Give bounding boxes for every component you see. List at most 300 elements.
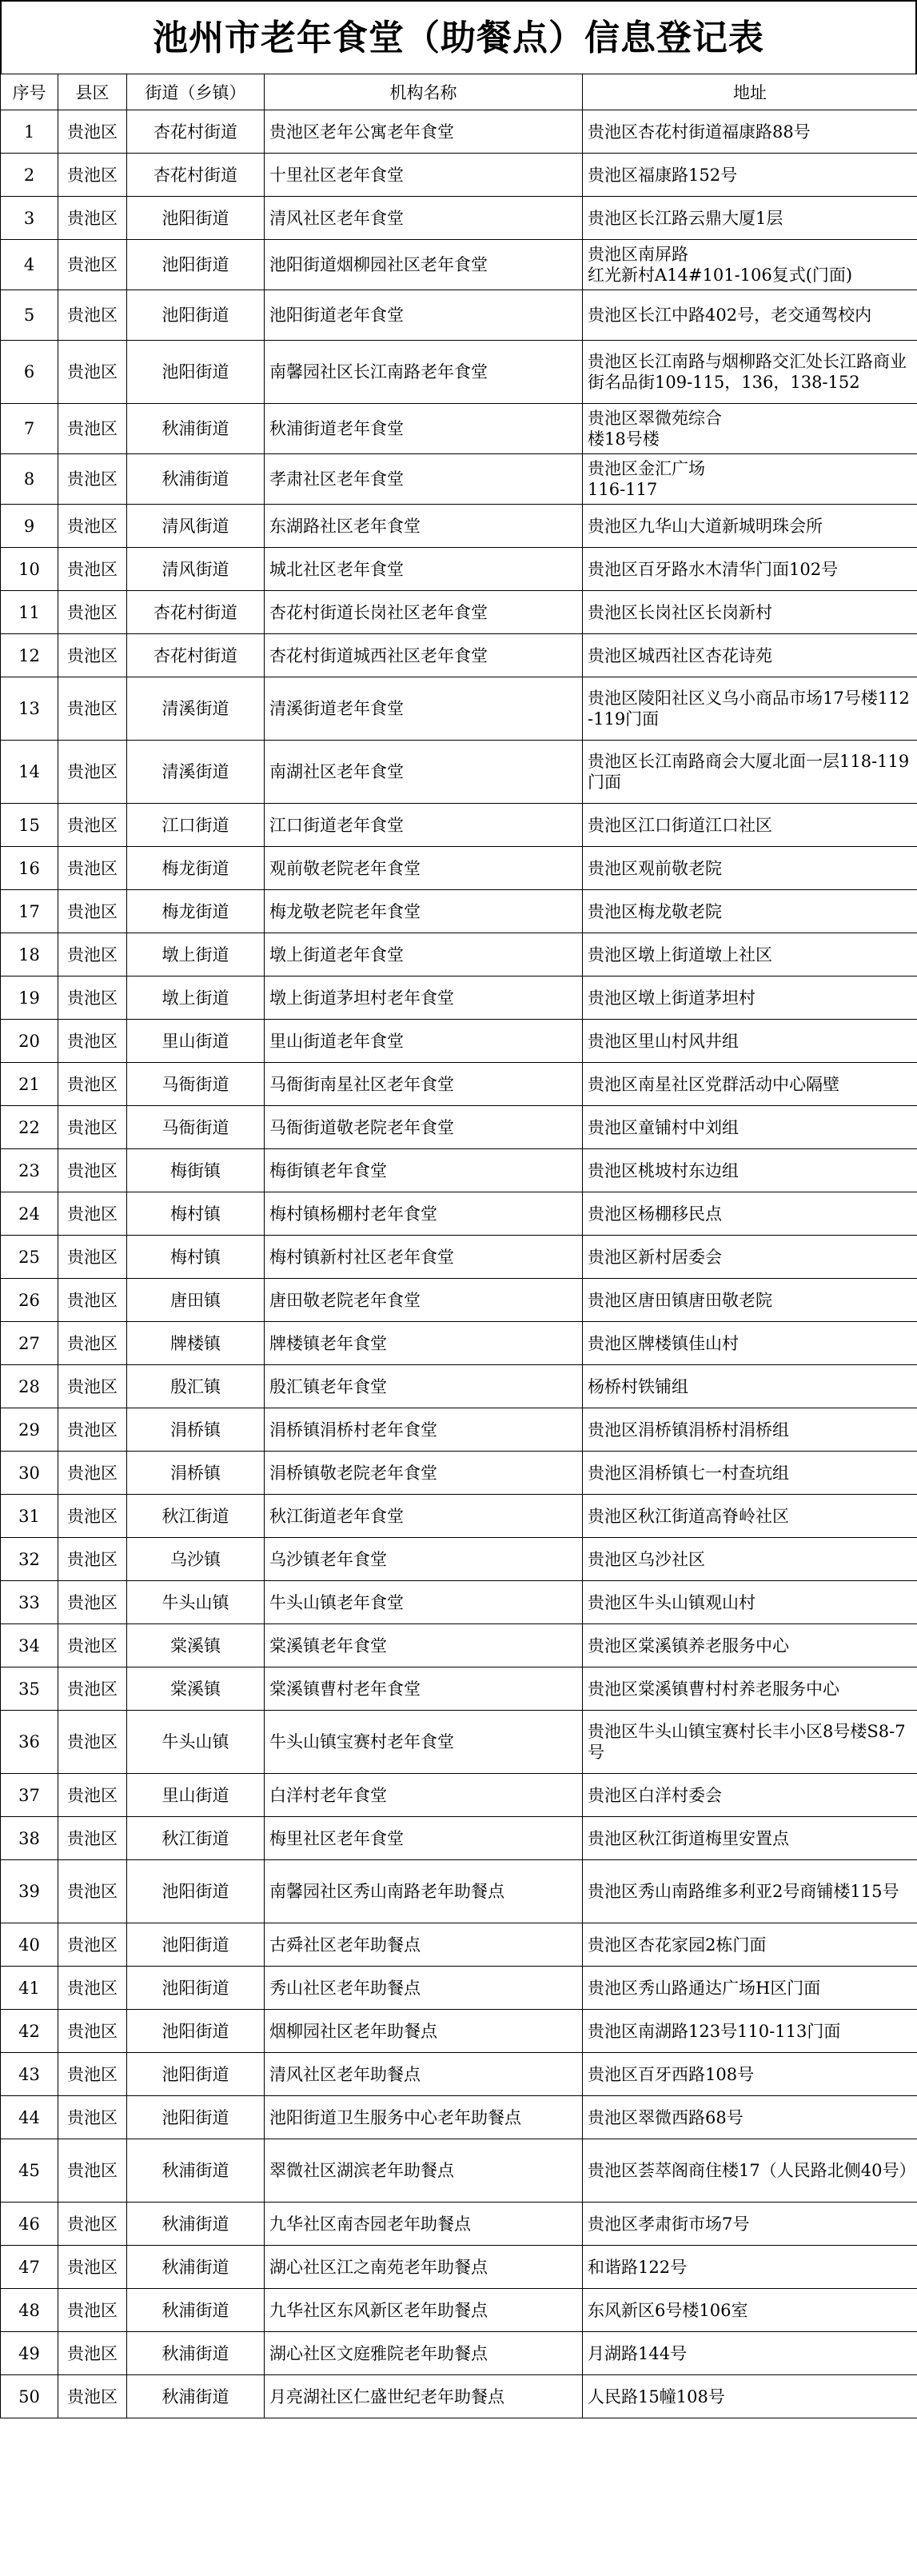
cell-no: 9 bbox=[1, 505, 58, 548]
cell-name: 涓桥镇敬老院老年食堂 bbox=[265, 1452, 583, 1495]
cell-name: 梅街镇老年食堂 bbox=[265, 1149, 583, 1192]
cell-address: 贵池区翠微西路68号 bbox=[583, 2096, 917, 2139]
cell-name: 涓桥镇涓桥村老年食堂 bbox=[265, 1408, 583, 1452]
cell-county: 贵池区 bbox=[58, 976, 127, 1020]
cell-name: 南馨园社区秀山南路老年助餐点 bbox=[265, 1860, 583, 1923]
table-row bbox=[1, 1581, 917, 1624]
cell-name: 池阳街道卫生服务中心老年助餐点 bbox=[265, 2096, 583, 2139]
cell-county: 贵池区 bbox=[58, 2289, 127, 2332]
table-row bbox=[1, 341, 917, 404]
cell-no: 44 bbox=[1, 2096, 58, 2139]
cell-no: 32 bbox=[1, 1538, 58, 1581]
cell-address: 贵池区秀山路通达广场H区门面 bbox=[583, 1967, 917, 2010]
table-row bbox=[1, 454, 917, 505]
cell-no: 10 bbox=[1, 548, 58, 591]
page-title: 池州市老年食堂（助餐点）信息登记表 bbox=[0, 0, 917, 74]
cell-name: 十里社区老年食堂 bbox=[265, 154, 583, 197]
cell-address: 贵池区荟萃阁商住楼17（人民路北侧40号） bbox=[583, 2139, 917, 2203]
table-row bbox=[1, 1149, 917, 1192]
column-header-county: 县区 bbox=[58, 74, 127, 110]
table-row bbox=[1, 2289, 917, 2332]
cell-address: 贵池区长江南路与烟柳路交汇处长江路商业街名品街109-115，136，138-152 bbox=[583, 341, 917, 404]
table-row bbox=[1, 1408, 917, 1452]
cell-name: 湖心社区文庭雅院老年助餐点 bbox=[265, 2332, 583, 2375]
cell-no: 42 bbox=[1, 2010, 58, 2053]
cell-street: 池阳街道 bbox=[127, 341, 265, 404]
table-row bbox=[1, 933, 917, 976]
cell-no: 38 bbox=[1, 1817, 58, 1860]
cell-no: 37 bbox=[1, 1774, 58, 1817]
cell-address: 贵池区观前敬老院 bbox=[583, 847, 917, 890]
cell-street: 秋浦街道 bbox=[127, 2289, 265, 2332]
cell-county: 贵池区 bbox=[58, 110, 127, 154]
cell-county: 贵池区 bbox=[58, 548, 127, 591]
cell-address: 贵池区翠微苑综合 楼18号楼 bbox=[583, 404, 917, 454]
cell-county: 贵池区 bbox=[58, 1106, 127, 1149]
cell-no: 27 bbox=[1, 1322, 58, 1365]
cell-county: 贵池区 bbox=[58, 2053, 127, 2096]
cell-no: 43 bbox=[1, 2053, 58, 2096]
cell-street: 秋浦街道 bbox=[127, 2246, 265, 2289]
cell-street: 秋浦街道 bbox=[127, 404, 265, 454]
cell-name: 白洋村老年食堂 bbox=[265, 1774, 583, 1817]
cell-county: 贵池区 bbox=[58, 1063, 127, 1106]
cell-no: 22 bbox=[1, 1106, 58, 1149]
cell-no: 25 bbox=[1, 1236, 58, 1279]
cell-name: 古舜社区老年助餐点 bbox=[265, 1923, 583, 1967]
cell-county: 贵池区 bbox=[58, 1923, 127, 1967]
cell-county: 贵池区 bbox=[58, 1624, 127, 1667]
table-header bbox=[1, 74, 917, 110]
cell-no: 6 bbox=[1, 341, 58, 404]
table-row bbox=[1, 2203, 917, 2246]
cell-street: 池阳街道 bbox=[127, 240, 265, 290]
cell-address: 贵池区九华山大道新城明珠会所 bbox=[583, 505, 917, 548]
cell-address: 贵池区百牙路水木清华门面102号 bbox=[583, 548, 917, 591]
table-row bbox=[1, 976, 917, 1020]
table-row bbox=[1, 1860, 917, 1923]
cell-county: 贵池区 bbox=[58, 2246, 127, 2289]
table-row bbox=[1, 1452, 917, 1495]
cell-name: 清溪街道老年食堂 bbox=[265, 677, 583, 741]
cell-name: 九华社区南杏园老年助餐点 bbox=[265, 2203, 583, 2246]
column-header-street: 街道（乡镇） bbox=[127, 74, 265, 110]
cell-county: 贵池区 bbox=[58, 1149, 127, 1192]
cell-address: 贵池区陵阳社区义乌小商品市场17号楼112-119门面 bbox=[583, 677, 917, 741]
cell-no: 30 bbox=[1, 1452, 58, 1495]
cell-county: 贵池区 bbox=[58, 2332, 127, 2375]
cell-county: 贵池区 bbox=[58, 1538, 127, 1581]
cell-address: 东风新区6号楼106室 bbox=[583, 2289, 917, 2332]
cell-address: 贵池区新村居委会 bbox=[583, 1236, 917, 1279]
cell-name: 清风社区老年助餐点 bbox=[265, 2053, 583, 2096]
cell-street: 涓桥镇 bbox=[127, 1408, 265, 1452]
cell-name: 烟柳园社区老年助餐点 bbox=[265, 2010, 583, 2053]
table-row bbox=[1, 1020, 917, 1063]
cell-street: 墩上街道 bbox=[127, 976, 265, 1020]
cell-address: 贵池区南星社区党群活动中心隔壁 bbox=[583, 1063, 917, 1106]
cell-no: 7 bbox=[1, 404, 58, 454]
cell-county: 贵池区 bbox=[58, 741, 127, 804]
cell-address: 贵池区城西社区杏花诗苑 bbox=[583, 634, 917, 677]
registry-table bbox=[0, 74, 917, 2418]
table-row bbox=[1, 2053, 917, 2096]
cell-name: 墩上街道老年食堂 bbox=[265, 933, 583, 976]
cell-address: 贵池区秋江街道梅里安置点 bbox=[583, 1817, 917, 1860]
table-row bbox=[1, 2246, 917, 2289]
cell-no: 33 bbox=[1, 1581, 58, 1624]
cell-no: 29 bbox=[1, 1408, 58, 1452]
cell-name: 牌楼镇老年食堂 bbox=[265, 1322, 583, 1365]
cell-street: 杏花村街道 bbox=[127, 154, 265, 197]
cell-street: 秋浦街道 bbox=[127, 2139, 265, 2203]
cell-street: 梅村镇 bbox=[127, 1192, 265, 1236]
cell-address: 贵池区福康路152号 bbox=[583, 154, 917, 197]
table-row bbox=[1, 154, 917, 197]
cell-street: 里山街道 bbox=[127, 1020, 265, 1063]
cell-name: 墩上街道茅坦村老年食堂 bbox=[265, 976, 583, 1020]
table-row bbox=[1, 2096, 917, 2139]
cell-county: 贵池区 bbox=[58, 2203, 127, 2246]
table-row bbox=[1, 240, 917, 290]
cell-county: 贵池区 bbox=[58, 804, 127, 847]
cell-street: 秋浦街道 bbox=[127, 454, 265, 505]
cell-name: 江口街道老年食堂 bbox=[265, 804, 583, 847]
table-row bbox=[1, 505, 917, 548]
column-header-address: 地址 bbox=[583, 74, 917, 110]
cell-name: 南馨园社区长江南路老年食堂 bbox=[265, 341, 583, 404]
cell-name: 翠微社区湖滨老年助餐点 bbox=[265, 2139, 583, 2203]
cell-county: 贵池区 bbox=[58, 1667, 127, 1711]
cell-street: 池阳街道 bbox=[127, 1860, 265, 1923]
cell-county: 贵池区 bbox=[58, 505, 127, 548]
cell-name: 牛头山镇宝赛村老年食堂 bbox=[265, 1711, 583, 1774]
cell-name: 月亮湖社区仁盛世纪老年助餐点 bbox=[265, 2375, 583, 2418]
table-row bbox=[1, 677, 917, 741]
cell-county: 贵池区 bbox=[58, 290, 127, 341]
cell-name: 观前敬老院老年食堂 bbox=[265, 847, 583, 890]
cell-street: 清溪街道 bbox=[127, 741, 265, 804]
cell-county: 贵池区 bbox=[58, 1967, 127, 2010]
cell-address: 月湖路144号 bbox=[583, 2332, 917, 2375]
column-header-no: 序号 bbox=[1, 74, 58, 110]
cell-street: 梅龙街道 bbox=[127, 890, 265, 933]
cell-no: 50 bbox=[1, 2375, 58, 2418]
cell-county: 贵池区 bbox=[58, 1192, 127, 1236]
cell-no: 34 bbox=[1, 1624, 58, 1667]
cell-street: 墩上街道 bbox=[127, 933, 265, 976]
cell-street: 池阳街道 bbox=[127, 2096, 265, 2139]
table-row bbox=[1, 290, 917, 341]
cell-street: 棠溪镇 bbox=[127, 1667, 265, 1711]
cell-address: 贵池区杨棚移民点 bbox=[583, 1192, 917, 1236]
cell-street: 杏花村街道 bbox=[127, 591, 265, 634]
table-row bbox=[1, 404, 917, 454]
cell-county: 贵池区 bbox=[58, 1408, 127, 1452]
cell-address: 人民路15幢108号 bbox=[583, 2375, 917, 2418]
cell-address: 贵池区百牙西路108号 bbox=[583, 2053, 917, 2096]
cell-name: 池阳街道烟柳园社区老年食堂 bbox=[265, 240, 583, 290]
cell-no: 13 bbox=[1, 677, 58, 741]
table-row bbox=[1, 591, 917, 634]
cell-name: 池阳街道老年食堂 bbox=[265, 290, 583, 341]
cell-address: 贵池区长江路云鼎大厦1层 bbox=[583, 197, 917, 240]
table-row bbox=[1, 741, 917, 804]
cell-no: 12 bbox=[1, 634, 58, 677]
cell-county: 贵池区 bbox=[58, 2139, 127, 2203]
cell-address: 贵池区白洋村委会 bbox=[583, 1774, 917, 1817]
cell-no: 4 bbox=[1, 240, 58, 290]
table-row bbox=[1, 890, 917, 933]
cell-no: 21 bbox=[1, 1063, 58, 1106]
cell-name: 马衙街南星社区老年食堂 bbox=[265, 1063, 583, 1106]
cell-street: 杏花村街道 bbox=[127, 110, 265, 154]
cell-county: 贵池区 bbox=[58, 1452, 127, 1495]
cell-county: 贵池区 bbox=[58, 933, 127, 976]
cell-address: 贵池区南屏路 红光新村A14#101-106复式(门面) bbox=[583, 240, 917, 290]
cell-no: 15 bbox=[1, 804, 58, 847]
cell-county: 贵池区 bbox=[58, 2010, 127, 2053]
cell-street: 梅龙街道 bbox=[127, 847, 265, 890]
cell-street: 唐田镇 bbox=[127, 1279, 265, 1322]
cell-name: 城北社区老年食堂 bbox=[265, 548, 583, 591]
cell-name: 秀山社区老年助餐点 bbox=[265, 1967, 583, 2010]
cell-address: 贵池区牌楼镇佳山村 bbox=[583, 1322, 917, 1365]
table-row bbox=[1, 1106, 917, 1149]
cell-name: 梅村镇新村社区老年食堂 bbox=[265, 1236, 583, 1279]
table-row bbox=[1, 1279, 917, 1322]
cell-street: 清风街道 bbox=[127, 548, 265, 591]
cell-address: 贵池区孝肃街市场7号 bbox=[583, 2203, 917, 2246]
table-row bbox=[1, 1711, 917, 1774]
cell-no: 5 bbox=[1, 290, 58, 341]
cell-name: 棠溪镇曹村老年食堂 bbox=[265, 1667, 583, 1711]
cell-address: 贵池区唐田镇唐田敬老院 bbox=[583, 1279, 917, 1322]
cell-no: 36 bbox=[1, 1711, 58, 1774]
cell-no: 18 bbox=[1, 933, 58, 976]
cell-name: 贵池区老年公寓老年食堂 bbox=[265, 110, 583, 154]
table-row bbox=[1, 1538, 917, 1581]
cell-address: 贵池区长江南路商会大厦北面一层118-119门面 bbox=[583, 741, 917, 804]
cell-no: 31 bbox=[1, 1495, 58, 1538]
cell-county: 贵池区 bbox=[58, 1817, 127, 1860]
cell-name: 秋江街道老年食堂 bbox=[265, 1495, 583, 1538]
cell-no: 28 bbox=[1, 1365, 58, 1408]
cell-address: 贵池区南湖路123号110-113门面 bbox=[583, 2010, 917, 2053]
cell-name: 湖心社区江之南苑老年助餐点 bbox=[265, 2246, 583, 2289]
cell-county: 贵池区 bbox=[58, 2375, 127, 2418]
cell-address: 和谐路122号 bbox=[583, 2246, 917, 2289]
cell-no: 46 bbox=[1, 2203, 58, 2246]
cell-no: 8 bbox=[1, 454, 58, 505]
table-row bbox=[1, 1667, 917, 1711]
cell-street: 清溪街道 bbox=[127, 677, 265, 741]
cell-county: 贵池区 bbox=[58, 454, 127, 505]
table-row bbox=[1, 2332, 917, 2375]
cell-street: 池阳街道 bbox=[127, 2053, 265, 2096]
cell-county: 贵池区 bbox=[58, 847, 127, 890]
cell-name: 梅龙敬老院老年食堂 bbox=[265, 890, 583, 933]
table-row bbox=[1, 1495, 917, 1538]
cell-address: 贵池区墩上街道墩上社区 bbox=[583, 933, 917, 976]
cell-street: 秋江街道 bbox=[127, 1817, 265, 1860]
cell-name: 梅里社区老年食堂 bbox=[265, 1817, 583, 1860]
cell-street: 牌楼镇 bbox=[127, 1322, 265, 1365]
cell-county: 贵池区 bbox=[58, 154, 127, 197]
cell-no: 35 bbox=[1, 1667, 58, 1711]
cell-county: 贵池区 bbox=[58, 1020, 127, 1063]
cell-county: 贵池区 bbox=[58, 1774, 127, 1817]
cell-county: 贵池区 bbox=[58, 1711, 127, 1774]
cell-county: 贵池区 bbox=[58, 1860, 127, 1923]
table-row bbox=[1, 1322, 917, 1365]
cell-address: 贵池区长岗社区长岗新村 bbox=[583, 591, 917, 634]
table-row bbox=[1, 1923, 917, 1967]
cell-street: 秋浦街道 bbox=[127, 2375, 265, 2418]
cell-county: 贵池区 bbox=[58, 591, 127, 634]
table-row bbox=[1, 1774, 917, 1817]
cell-no: 48 bbox=[1, 2289, 58, 2332]
cell-no: 24 bbox=[1, 1192, 58, 1236]
cell-street: 马衙街道 bbox=[127, 1106, 265, 1149]
cell-street: 池阳街道 bbox=[127, 197, 265, 240]
cell-street: 秋浦街道 bbox=[127, 2203, 265, 2246]
table-row bbox=[1, 197, 917, 240]
cell-county: 贵池区 bbox=[58, 890, 127, 933]
cell-no: 45 bbox=[1, 2139, 58, 2203]
cell-address: 贵池区涓桥镇七一村查坑组 bbox=[583, 1452, 917, 1495]
cell-street: 里山街道 bbox=[127, 1774, 265, 1817]
table-row bbox=[1, 1817, 917, 1860]
cell-no: 40 bbox=[1, 1923, 58, 1967]
cell-county: 贵池区 bbox=[58, 677, 127, 741]
cell-address: 贵池区金汇广场 116-117 bbox=[583, 454, 917, 505]
cell-county: 贵池区 bbox=[58, 341, 127, 404]
cell-no: 23 bbox=[1, 1149, 58, 1192]
table-row bbox=[1, 110, 917, 154]
header-row bbox=[1, 74, 917, 110]
table-row bbox=[1, 1192, 917, 1236]
cell-county: 贵池区 bbox=[58, 1495, 127, 1538]
cell-street: 涓桥镇 bbox=[127, 1452, 265, 1495]
cell-name: 清风社区老年食堂 bbox=[265, 197, 583, 240]
cell-no: 41 bbox=[1, 1967, 58, 2010]
cell-no: 39 bbox=[1, 1860, 58, 1923]
cell-street: 秋浦街道 bbox=[127, 2332, 265, 2375]
cell-county: 贵池区 bbox=[58, 1236, 127, 1279]
cell-no: 17 bbox=[1, 890, 58, 933]
cell-name: 东湖路社区老年食堂 bbox=[265, 505, 583, 548]
table-row bbox=[1, 1624, 917, 1667]
cell-no: 2 bbox=[1, 154, 58, 197]
cell-address: 贵池区里山村风井组 bbox=[583, 1020, 917, 1063]
cell-county: 贵池区 bbox=[58, 404, 127, 454]
cell-no: 49 bbox=[1, 2332, 58, 2375]
cell-street: 梅村镇 bbox=[127, 1236, 265, 1279]
table-body bbox=[1, 110, 917, 2418]
table-row bbox=[1, 1967, 917, 2010]
cell-address: 贵池区江口街道江口社区 bbox=[583, 804, 917, 847]
cell-street: 马衙街道 bbox=[127, 1063, 265, 1106]
table-row bbox=[1, 2139, 917, 2203]
cell-county: 贵池区 bbox=[58, 1279, 127, 1322]
cell-name: 梅村镇杨棚村老年食堂 bbox=[265, 1192, 583, 1236]
cell-name: 南湖社区老年食堂 bbox=[265, 741, 583, 804]
cell-name: 里山街道老年食堂 bbox=[265, 1020, 583, 1063]
cell-street: 池阳街道 bbox=[127, 1923, 265, 1967]
table-row bbox=[1, 1236, 917, 1279]
cell-no: 11 bbox=[1, 591, 58, 634]
cell-address: 贵池区墩上街道茅坦村 bbox=[583, 976, 917, 1020]
table-row bbox=[1, 847, 917, 890]
cell-address: 贵池区牛头山镇宝赛村长丰小区8号楼S8-7号 bbox=[583, 1711, 917, 1774]
table-row bbox=[1, 804, 917, 847]
table-row bbox=[1, 548, 917, 591]
cell-no: 1 bbox=[1, 110, 58, 154]
cell-name: 棠溪镇老年食堂 bbox=[265, 1624, 583, 1667]
table-row bbox=[1, 2010, 917, 2053]
cell-name: 杏花村街道城西社区老年食堂 bbox=[265, 634, 583, 677]
cell-name: 殷汇镇老年食堂 bbox=[265, 1365, 583, 1408]
cell-name: 牛头山镇老年食堂 bbox=[265, 1581, 583, 1624]
cell-street: 牛头山镇 bbox=[127, 1711, 265, 1774]
cell-name: 秋浦街道老年食堂 bbox=[265, 404, 583, 454]
cell-street: 棠溪镇 bbox=[127, 1624, 265, 1667]
cell-name: 杏花村街道长岗社区老年食堂 bbox=[265, 591, 583, 634]
cell-address: 贵池区棠溪镇曹村村养老服务中心 bbox=[583, 1667, 917, 1711]
cell-street: 池阳街道 bbox=[127, 1967, 265, 2010]
cell-address: 杨桥村铁铺组 bbox=[583, 1365, 917, 1408]
cell-address: 贵池区乌沙社区 bbox=[583, 1538, 917, 1581]
cell-county: 贵池区 bbox=[58, 1581, 127, 1624]
cell-county: 贵池区 bbox=[58, 240, 127, 290]
cell-street: 杏花村街道 bbox=[127, 634, 265, 677]
cell-county: 贵池区 bbox=[58, 2096, 127, 2139]
table-row bbox=[1, 634, 917, 677]
cell-street: 梅街镇 bbox=[127, 1149, 265, 1192]
table-row bbox=[1, 1063, 917, 1106]
cell-no: 14 bbox=[1, 741, 58, 804]
table-row bbox=[1, 2375, 917, 2418]
cell-street: 池阳街道 bbox=[127, 2010, 265, 2053]
cell-name: 乌沙镇老年食堂 bbox=[265, 1538, 583, 1581]
cell-address: 贵池区牛头山镇观山村 bbox=[583, 1581, 917, 1624]
cell-street: 江口街道 bbox=[127, 804, 265, 847]
cell-name: 孝肃社区老年食堂 bbox=[265, 454, 583, 505]
cell-no: 26 bbox=[1, 1279, 58, 1322]
cell-street: 乌沙镇 bbox=[127, 1538, 265, 1581]
cell-street: 殷汇镇 bbox=[127, 1365, 265, 1408]
cell-no: 3 bbox=[1, 197, 58, 240]
cell-county: 贵池区 bbox=[58, 1322, 127, 1365]
column-header-name: 机构名称 bbox=[265, 74, 583, 110]
cell-street: 牛头山镇 bbox=[127, 1581, 265, 1624]
cell-name: 唐田敬老院老年食堂 bbox=[265, 1279, 583, 1322]
cell-address: 贵池区童铺村中刘组 bbox=[583, 1106, 917, 1149]
table-row bbox=[1, 1365, 917, 1408]
cell-name: 马衙街道敬老院老年食堂 bbox=[265, 1106, 583, 1149]
cell-no: 16 bbox=[1, 847, 58, 890]
cell-no: 19 bbox=[1, 976, 58, 1020]
cell-no: 47 bbox=[1, 2246, 58, 2289]
cell-address: 贵池区秋江街道高脊岭社区 bbox=[583, 1495, 917, 1538]
cell-county: 贵池区 bbox=[58, 197, 127, 240]
cell-street: 池阳街道 bbox=[127, 290, 265, 341]
cell-no: 20 bbox=[1, 1020, 58, 1063]
cell-address: 贵池区杏花村街道福康路88号 bbox=[583, 110, 917, 154]
cell-county: 贵池区 bbox=[58, 634, 127, 677]
cell-street: 清风街道 bbox=[127, 505, 265, 548]
